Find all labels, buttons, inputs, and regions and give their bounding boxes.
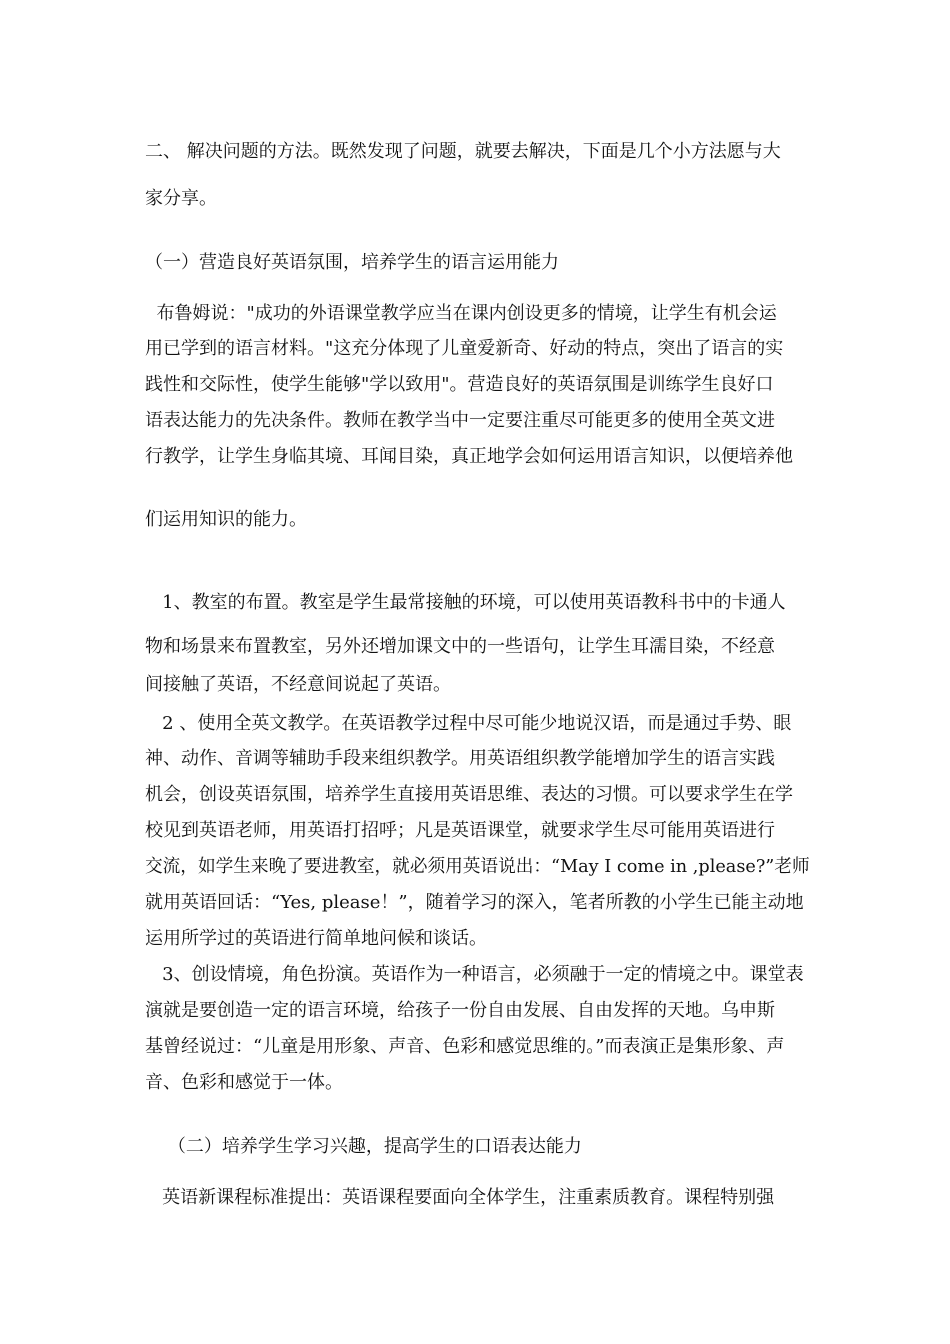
section-heading: （一）营造良好英语氛围，培养学生的语言运用能力 (145, 252, 559, 273)
text-line: 演就是要创造一定的语言环境，给孩子一份自由发展、自由发挥的天地。乌申斯 (145, 1000, 775, 1021)
text-line: 用已学到的语言材料。"这充分体现了儿童爱新奇、好动的特点，突出了语言的实 (145, 338, 784, 359)
text-line: 神、动作、音调等辅助手段来组织教学。用英语组织教学能增加学生的语言实践 (145, 748, 775, 769)
text-line: 二、 解决问题的方法。既然发现了问题，就要去解决，下面是几个小方法愿与大 (145, 141, 781, 162)
text-line: 行教学，让学生身临其境、耳闻目染，真正地学会如何运用语言知识，以便培养他 (145, 446, 793, 467)
text-line: 就用英语回话：“Yes, please！”，随着学习的深入，笔者所教的小学生已能主动地 (145, 892, 804, 913)
text-line: 音、色彩和感觉于一体。 (145, 1072, 343, 1093)
text-line: 们运用知识的能力。 (145, 509, 307, 530)
text-line: 家分享。 (145, 188, 217, 209)
text-line: 英语新课程标准提出：英语课程要面向全体学生，注重素质教育。课程特别强 (145, 1187, 775, 1208)
text-line: 机会，创设英语氛围，培养学生直接用英语思维、表达的习惯。可以要求学生在学 (145, 784, 793, 805)
text-line: 语表达能力的先决条件。教师在教学当中一定要注重尽可能更多的使用全英文进 (145, 410, 775, 431)
text-line: 运用所学过的英语进行简单地问候和谈话。 (145, 928, 487, 949)
text-line: 践性和交际性，使学生能够"学以致用"。营造良好的英语氛围是训练学生良好口 (145, 374, 774, 395)
text-line: 3、创设情境，角色扮演。英语作为一种语言，必须融于一定的情境之中。课堂表 (145, 964, 804, 985)
text-line: 2 、使用全英文教学。在英语教学过程中尽可能少地说汉语，而是通过手势、眼 (145, 713, 792, 734)
text-line: 校见到英语老师，用英语打招呼；凡是英语课堂，就要求学生尽可能用英语进行 (145, 820, 775, 841)
section-heading: （二）培养学生学习兴趣，提高学生的口语表达能力 (145, 1136, 582, 1157)
text-line: 物和场景来布置教室，另外还增加课文中的一些语句，让学生耳濡目染，不经意 (145, 636, 775, 657)
text-line: 布鲁姆说："成功的外语课堂教学应当在课内创设更多的情境，让学生有机会运 (145, 303, 777, 324)
text-line: 基曾经说过：“儿童是用形象、声音、色彩和感觉思维的。”而表演正是集形象、声 (145, 1036, 785, 1057)
text-line: 1、教室的布置。教室是学生最常接触的环境，可以使用英语教科书中的卡通人 (145, 592, 786, 613)
text-line: 间接触了英语，不经意间说起了英语。 (145, 674, 451, 695)
text-line: 交流，如学生来晚了要进教室，就必须用英语说出：“May I come in ,please?”老师 (145, 856, 810, 877)
